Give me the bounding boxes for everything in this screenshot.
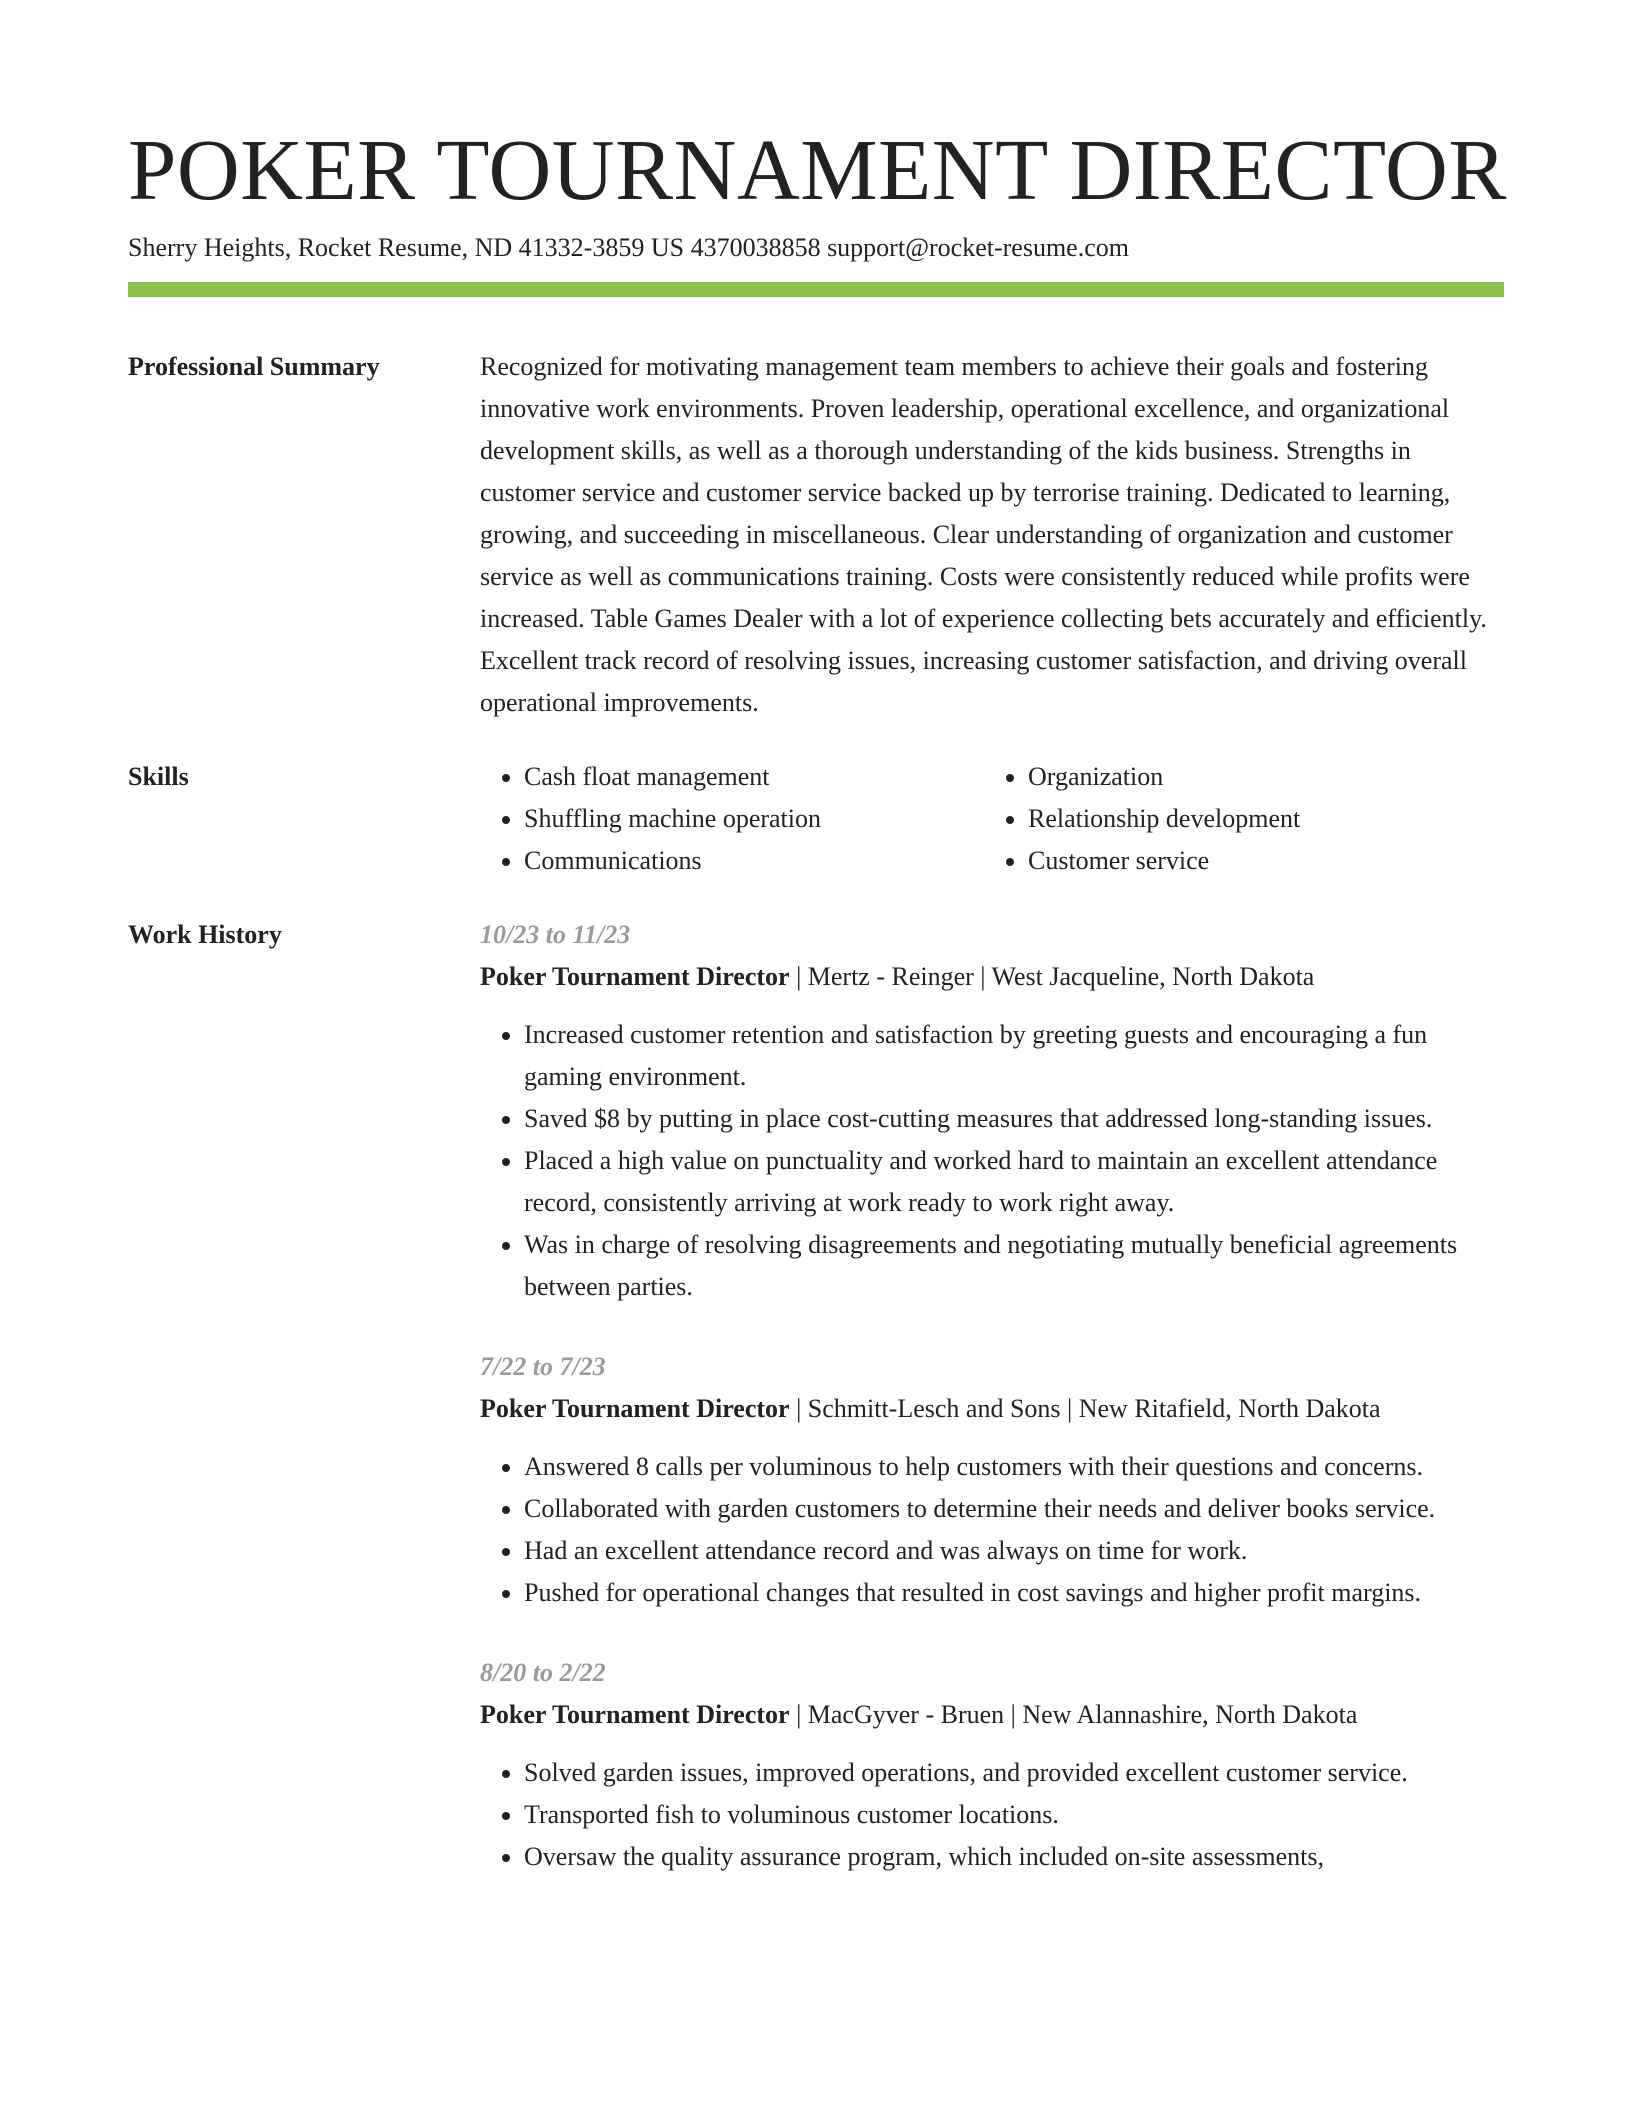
skill-item: • Relationship development — [1028, 798, 1504, 840]
job-bullet: • Had an excellent attendance record and was always on time for work. — [524, 1530, 1504, 1572]
job-dates: 7/22 to 7/23 — [480, 1352, 606, 1381]
job-entry — [480, 1346, 1504, 1614]
job-bullet: • Transported fish to voluminous customer locations. — [524, 1794, 1504, 1836]
job-company-location: | Schmitt-Lesch and Sons | New Ritafield, North Dakota — [789, 1394, 1381, 1423]
job-bullet: • Oversaw the quality assurance program, which included on-site assessments, — [524, 1836, 1504, 1878]
contact-phone: 4370038858 — [690, 233, 821, 262]
job-heading — [480, 1694, 1504, 1736]
header-divider — [128, 282, 1504, 297]
job-company-location: | MacGyver - Bruen | New Alannashire, North Dakota — [789, 1700, 1358, 1729]
job-dates: 10/23 to 11/23 — [480, 920, 631, 949]
work-history-list — [480, 914, 1504, 1878]
skills-column-right — [984, 756, 1504, 882]
contact-email: support@rocket-resume.com — [827, 233, 1129, 262]
job-heading — [480, 956, 1504, 998]
resume-title: POKER TOURNAMENT DIRECTOR — [128, 121, 1507, 218]
skill-item: • Organization — [1028, 756, 1504, 798]
job-bullet: • Saved $8 by putting in place cost-cutting measures that addressed long-standing issues. — [524, 1098, 1504, 1140]
contact-address: Sherry Heights, Rocket Resume, ND 41332-3859 US — [128, 233, 685, 262]
job-bullet: • Was in charge of resolving disagreements and negotiating mutually beneficial agreements between parties. — [524, 1224, 1504, 1308]
job-company-location: | Mertz - Reinger | West Jacqueline, North Dakota — [789, 962, 1315, 991]
job-title: Poker Tournament Director — [480, 962, 790, 991]
summary-section — [128, 346, 1504, 724]
job-bullet: • Collaborated with garden customers to determine their needs and deliver books service. — [524, 1488, 1504, 1530]
job-bullet: • Answered 8 calls per voluminous to help customers with their questions and concerns. — [524, 1446, 1504, 1488]
skill-item: • Shuffling machine operation — [524, 798, 984, 840]
job-bullet: • Solved garden issues, improved operations, and provided excellent customer service. — [524, 1752, 1504, 1794]
skills-list — [480, 756, 1504, 882]
summary-text: Recognized for motivating management team members to achieve their goals and fostering innovative work environments. Proven leadership, operational excellence, and organizational development skills, as well as a thorough understanding of the kids business. Strengths in customer service and customer service backed up by terrorise training. Dedicated to learning, growing, and succeeding in miscellaneous. Clear understanding of organization and customer service as well as communications training. Costs were consistently reduced while profits were increased. Table Games Dealer with a lot of experience collecting bets accurately and efficiently. Excellent track record of resolving issues, increasing customer satisfaction, and driving overall operational improvements. — [480, 352, 1487, 717]
job-bullets — [480, 1446, 1504, 1614]
job-dates: 8/20 to 2/22 — [480, 1658, 606, 1687]
skills-heading: Skills — [128, 762, 189, 791]
job-title: Poker Tournament Director — [480, 1394, 790, 1423]
job-entry — [480, 1652, 1504, 1878]
summary-heading: Professional Summary — [128, 352, 380, 381]
job-bullet: • Placed a high value on punctuality and worked hard to maintain an excellent attendance record, consistently arriving at work ready to work right away. — [524, 1140, 1504, 1224]
skill-item: • Customer service — [1028, 840, 1504, 882]
job-bullets — [480, 1752, 1504, 1878]
work-history-heading: Work History — [128, 920, 282, 949]
skill-item: • Cash float management — [524, 756, 984, 798]
work-history-section — [128, 914, 1504, 1878]
resume-page — [128, 0, 1507, 1878]
job-heading — [480, 1388, 1504, 1430]
skills-section — [128, 756, 1504, 882]
skill-item: • Communications — [524, 840, 984, 882]
job-bullets — [480, 1014, 1504, 1308]
job-bullet: • Increased customer retention and satisfaction by greeting guests and encouraging a fun gaming environment. — [524, 1014, 1504, 1098]
contact-line — [128, 232, 1504, 264]
job-title: Poker Tournament Director — [480, 1700, 790, 1729]
skills-column-left — [480, 756, 984, 882]
job-entry — [480, 914, 1504, 1308]
job-bullet: • Pushed for operational changes that resulted in cost savings and higher profit margins. — [524, 1572, 1504, 1614]
